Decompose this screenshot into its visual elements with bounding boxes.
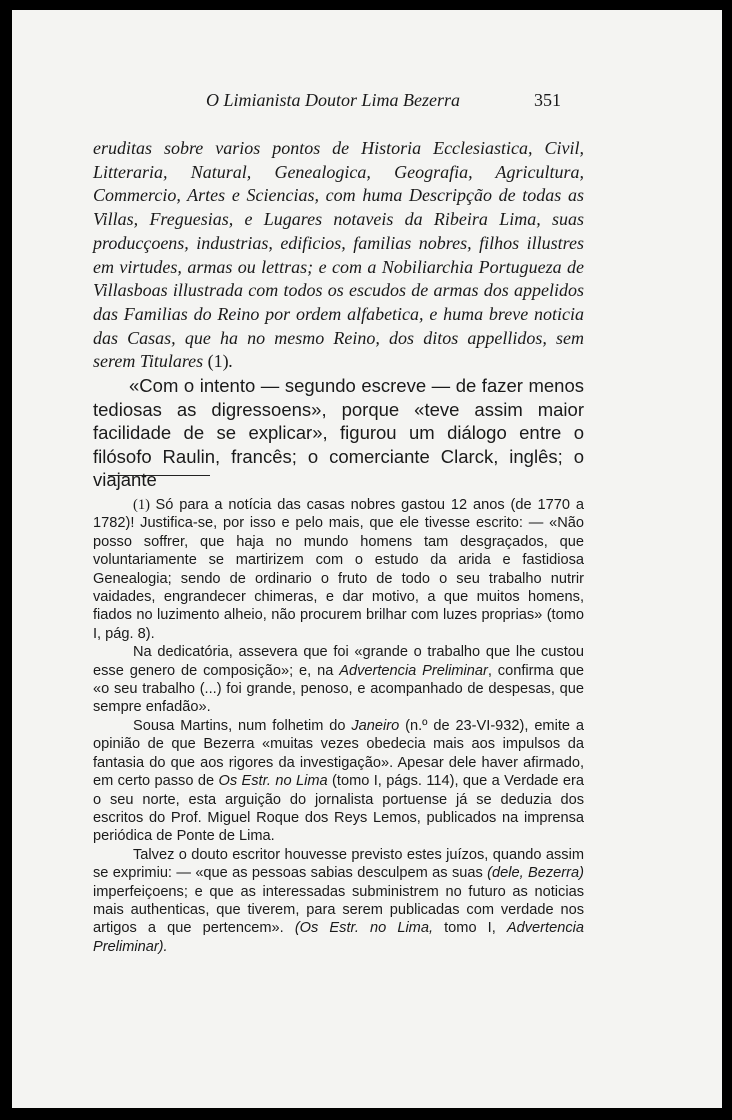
work-reference: Advertencia Preliminar (339, 662, 488, 679)
footnote-separator (108, 475, 210, 476)
footnote-text: (tomo I, págs. 114), que a Verdade era o seu norte, esta arguição do jornalista portuense já se deduzia dos escritos do Prof. Miguel Roque dos Reys Lemos, publicados na imprensa periódica de Ponte de Lima. (93, 773, 585, 845)
footnote-text: Na dedicatória, assevera que foi «grande o trabalho que lhe custou esse genero de composição»; e, na (93, 644, 584, 679)
main-text (93, 137, 584, 492)
footnote-1-text: Só para a notícia das casas nobres gastou 12 anos (de 1770 a 1782)! Justifica-se, por isso e pelo mais, que ele tivesse escrito: — «Não posso soffrer, que haja no mundo homens tam desgraçados, que voluntariamente se martirizem com o estudo da arida e fastidiosa Genealogia; sendo de ordinario o fruto de todo o seu trabalho nutrir vaidades, engrandecer chimeras, e dar motivo, a que muitos homens, fiados no luzimento alheio, não procurem brilhar com luzes proprias» (tomo I, pág. 8). (93, 497, 584, 642)
footnote-1 (93, 496, 584, 643)
work-reference: (Os Estr. no Lima, (294, 920, 434, 937)
footnote-text: (n.º de 23-VI-932), emite a opinião de que Bezerra «muitas vezes obedecia mais aos impulsos da fantasia do que aos rigores da investigação». Apesar dele haver afirmado, em certo passo de (93, 717, 584, 790)
footnote-mark: (1) (133, 497, 151, 513)
work-reference: Os Estr. no Lima (218, 773, 328, 790)
footnote-para-4 (93, 846, 584, 956)
footnote-text: Sousa Martins, num folhetim do (133, 717, 346, 734)
footnote-text: , confirma que «o seu trabalho (...) foi grande, penoso, e acompanhado de despesas, que sempre enfadão». (93, 662, 584, 716)
body-paragraph: «Com o intento — segundo escreve — de fazer menos tediosas as digressoens», porque «teve assim maior facilidade de se explicar», figurou um diálogo entre o filósofo Raulin, francês; o comerciante Clarck, inglês; o viajante (93, 375, 584, 491)
footnote-reference: (1) (207, 351, 229, 372)
footnote-text: Talvez o douto escritor houvesse previsto estes juízos, quando assim se exprimiu: — «que as pessoas sabias desculpem as suas (93, 846, 584, 882)
book-title-end: . (228, 351, 234, 372)
book-title-continuation (93, 137, 584, 374)
footnote-para-3 (93, 717, 584, 846)
book-page (12, 10, 722, 1108)
running-title: O Limianista Doutor Lima Bezerra (206, 90, 461, 110)
page-number: 351 (534, 90, 561, 110)
book-title-text: eruditas sobre varios pontos de Historia Ecclesiastica, Civil, Litteraria, Natural, Genealogica, Geografia, Agricultura, Commercio, Artes e Sciencias, com huma Descripção de todas as Villas, Freguesias, e Lugares notaveis da Ribeira Lima, suas producçoens, industrias, edificios, familias nobres, filhos illustres em virtudes, armas ou lettras; e com a Nobiliarchia Portugueza de Villasboas illustrada com todos os escudos de armas dos appelidos das Familias do Reino por ordem alfabetica, e huma breve noticia das Casas, que ha no mesmo Reino, dos ditos appellidos, sem serem Titulares (93, 138, 584, 372)
footnote-text: imperfeiçoens; e que as interessadas subministrem no futuro as noticias mais authenticas, que tiverem, para serem publicadas com verdade nos artigos a que pertencem». (93, 883, 584, 937)
work-reference: Advertencia Preliminar). (93, 920, 584, 955)
work-reference: (dele, Bezerra) (487, 865, 584, 882)
footnotes (93, 496, 584, 956)
work-reference: Janeiro (351, 717, 400, 734)
footnote-para-2 (93, 643, 584, 717)
footnote-text: tomo I, (444, 920, 496, 937)
